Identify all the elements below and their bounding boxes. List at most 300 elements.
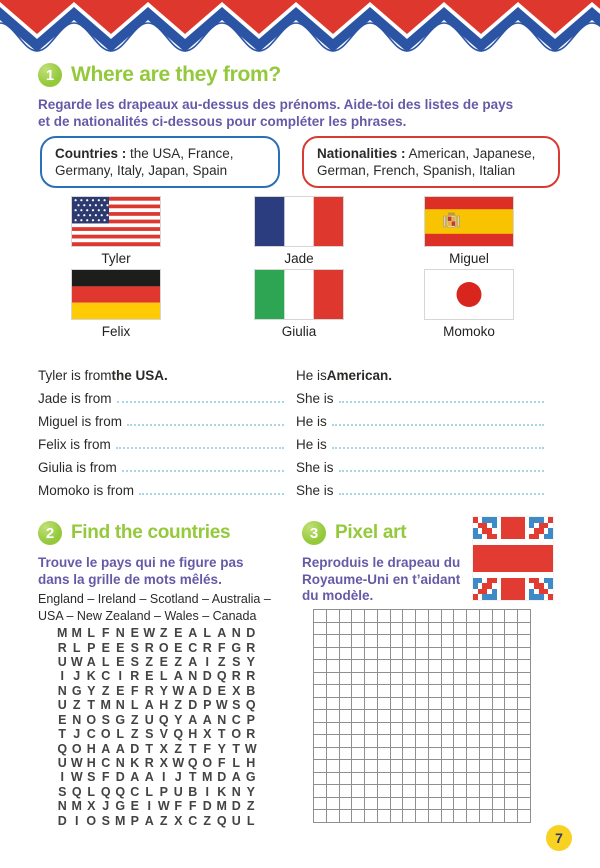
pixel-cell[interactable] bbox=[442, 673, 455, 686]
pixel-cell[interactable] bbox=[340, 710, 353, 723]
pixel-cell[interactable] bbox=[365, 798, 378, 811]
pixel-cell[interactable] bbox=[467, 760, 480, 773]
pixel-cell[interactable] bbox=[454, 660, 467, 673]
pixel-cell[interactable] bbox=[480, 748, 493, 761]
pixel-cell[interactable] bbox=[454, 623, 467, 636]
pixel-cell[interactable] bbox=[340, 660, 353, 673]
pixel-cell[interactable] bbox=[518, 785, 531, 798]
pixel-cell[interactable] bbox=[480, 785, 493, 798]
pixel-cell[interactable] bbox=[403, 660, 416, 673]
pixel-cell[interactable] bbox=[378, 785, 391, 798]
pixel-cell[interactable] bbox=[378, 660, 391, 673]
pixel-cell[interactable] bbox=[340, 610, 353, 623]
pixel-cell[interactable] bbox=[518, 698, 531, 711]
pixel-cell[interactable] bbox=[340, 785, 353, 798]
pixel-cell[interactable] bbox=[505, 735, 518, 748]
pixel-cell[interactable] bbox=[403, 648, 416, 661]
pixel-cell[interactable] bbox=[518, 798, 531, 811]
pixel-cell[interactable] bbox=[391, 660, 404, 673]
answer-blank[interactable] bbox=[117, 401, 284, 403]
pixel-cell[interactable] bbox=[467, 798, 480, 811]
pixel-cell[interactable] bbox=[493, 698, 506, 711]
pixel-cell[interactable] bbox=[365, 610, 378, 623]
pixel-cell[interactable] bbox=[442, 735, 455, 748]
pixel-cell[interactable] bbox=[416, 773, 429, 786]
pixel-cell[interactable] bbox=[314, 798, 327, 811]
pixel-cell[interactable] bbox=[480, 698, 493, 711]
pixel-cell[interactable] bbox=[429, 710, 442, 723]
pixel-cell[interactable] bbox=[442, 723, 455, 736]
pixel-cell[interactable] bbox=[454, 635, 467, 648]
pixel-cell[interactable] bbox=[442, 660, 455, 673]
pixel-cell[interactable] bbox=[314, 810, 327, 823]
pixel-cell[interactable] bbox=[505, 785, 518, 798]
pixel-cell[interactable] bbox=[314, 623, 327, 636]
pixel-cell[interactable] bbox=[365, 735, 378, 748]
pixel-cell[interactable] bbox=[454, 723, 467, 736]
pixel-cell[interactable] bbox=[352, 610, 365, 623]
pixel-cell[interactable] bbox=[340, 698, 353, 711]
pixel-cell[interactable] bbox=[391, 710, 404, 723]
pixel-cell[interactable] bbox=[365, 710, 378, 723]
pixel-cell[interactable] bbox=[480, 760, 493, 773]
pixel-cell[interactable] bbox=[416, 810, 429, 823]
pixel-cell[interactable] bbox=[327, 685, 340, 698]
pixel-cell[interactable] bbox=[378, 648, 391, 661]
pixel-cell[interactable] bbox=[378, 685, 391, 698]
pixel-cell[interactable] bbox=[429, 748, 442, 761]
pixel-cell[interactable] bbox=[454, 735, 467, 748]
pixel-cell[interactable] bbox=[416, 698, 429, 711]
pixel-cell[interactable] bbox=[403, 810, 416, 823]
pixel-cell[interactable] bbox=[391, 635, 404, 648]
pixel-cell[interactable] bbox=[340, 673, 353, 686]
pixel-cell[interactable] bbox=[442, 635, 455, 648]
pixel-cell[interactable] bbox=[518, 610, 531, 623]
pixel-cell[interactable] bbox=[429, 610, 442, 623]
pixel-cell[interactable] bbox=[314, 748, 327, 761]
pixel-cell[interactable] bbox=[403, 785, 416, 798]
pixel-cell[interactable] bbox=[442, 710, 455, 723]
pixel-cell[interactable] bbox=[403, 698, 416, 711]
pixel-cell[interactable] bbox=[480, 798, 493, 811]
pixel-cell[interactable] bbox=[314, 785, 327, 798]
pixel-cell[interactable] bbox=[493, 735, 506, 748]
pixel-cell[interactable] bbox=[378, 748, 391, 761]
pixel-cell[interactable] bbox=[493, 635, 506, 648]
pixel-cell[interactable] bbox=[454, 610, 467, 623]
pixel-cell[interactable] bbox=[480, 635, 493, 648]
pixel-cell[interactable] bbox=[429, 673, 442, 686]
pixel-cell[interactable] bbox=[505, 773, 518, 786]
pixel-cell[interactable] bbox=[480, 610, 493, 623]
pixel-cell[interactable] bbox=[454, 748, 467, 761]
pixel-cell[interactable] bbox=[327, 748, 340, 761]
pixel-cell[interactable] bbox=[505, 660, 518, 673]
pixel-cell[interactable] bbox=[327, 773, 340, 786]
pixel-cell[interactable] bbox=[480, 773, 493, 786]
pixel-cell[interactable] bbox=[403, 673, 416, 686]
pixel-cell[interactable] bbox=[314, 610, 327, 623]
pixel-cell[interactable] bbox=[365, 635, 378, 648]
pixel-cell[interactable] bbox=[327, 623, 340, 636]
pixel-cell[interactable] bbox=[416, 735, 429, 748]
pixel-cell[interactable] bbox=[340, 723, 353, 736]
pixel-cell[interactable] bbox=[429, 810, 442, 823]
pixel-cell[interactable] bbox=[314, 635, 327, 648]
pixel-cell[interactable] bbox=[391, 773, 404, 786]
pixel-cell[interactable] bbox=[352, 810, 365, 823]
pixel-cell[interactable] bbox=[480, 623, 493, 636]
pixel-cell[interactable] bbox=[314, 648, 327, 661]
pixel-cell[interactable] bbox=[454, 785, 467, 798]
pixel-cell[interactable] bbox=[505, 610, 518, 623]
pixel-cell[interactable] bbox=[340, 735, 353, 748]
pixel-cell[interactable] bbox=[518, 773, 531, 786]
pixel-cell[interactable] bbox=[429, 723, 442, 736]
pixel-cell[interactable] bbox=[340, 798, 353, 811]
pixel-cell[interactable] bbox=[518, 748, 531, 761]
pixel-cell[interactable] bbox=[314, 673, 327, 686]
pixel-cell[interactable] bbox=[493, 648, 506, 661]
pixel-cell[interactable] bbox=[480, 710, 493, 723]
pixel-cell[interactable] bbox=[391, 798, 404, 811]
pixel-cell[interactable] bbox=[442, 685, 455, 698]
pixel-cell[interactable] bbox=[518, 673, 531, 686]
pixel-cell[interactable] bbox=[365, 648, 378, 661]
pixel-cell[interactable] bbox=[442, 698, 455, 711]
pixel-cell[interactable] bbox=[403, 685, 416, 698]
pixel-cell[interactable] bbox=[493, 685, 506, 698]
pixel-cell[interactable] bbox=[391, 785, 404, 798]
pixel-cell[interactable] bbox=[391, 648, 404, 661]
pixel-cell[interactable] bbox=[467, 610, 480, 623]
pixel-cell[interactable] bbox=[505, 760, 518, 773]
answer-blank[interactable] bbox=[339, 401, 544, 403]
pixel-cell[interactable] bbox=[416, 710, 429, 723]
answer-blank[interactable] bbox=[339, 470, 544, 472]
pixel-cell[interactable] bbox=[378, 673, 391, 686]
pixel-cell[interactable] bbox=[467, 710, 480, 723]
answer-blank[interactable] bbox=[332, 447, 544, 449]
pixel-cell[interactable] bbox=[352, 635, 365, 648]
pixel-cell[interactable] bbox=[403, 623, 416, 636]
pixel-cell[interactable] bbox=[416, 623, 429, 636]
japan-flag-icon bbox=[425, 270, 513, 319]
pixel-cell[interactable] bbox=[314, 760, 327, 773]
pixel-cell[interactable] bbox=[327, 660, 340, 673]
pixel-cell[interactable] bbox=[467, 810, 480, 823]
pixel-cell[interactable] bbox=[467, 785, 480, 798]
pixel-cell[interactable] bbox=[365, 673, 378, 686]
pixel-cell[interactable] bbox=[327, 798, 340, 811]
answer-blank[interactable] bbox=[339, 493, 544, 495]
answer-blank[interactable] bbox=[122, 470, 284, 472]
pixel-cell[interactable] bbox=[467, 735, 480, 748]
pixel-cell[interactable] bbox=[518, 623, 531, 636]
pixel-cell[interactable] bbox=[327, 635, 340, 648]
pixel-cell[interactable] bbox=[416, 648, 429, 661]
pixel-cell[interactable] bbox=[480, 660, 493, 673]
pixel-cell[interactable] bbox=[429, 735, 442, 748]
pixel-cell[interactable] bbox=[454, 648, 467, 661]
pixel-cell[interactable] bbox=[403, 748, 416, 761]
pixel-cell[interactable] bbox=[378, 810, 391, 823]
pixel-cell[interactable] bbox=[493, 723, 506, 736]
pixel-cell[interactable] bbox=[314, 735, 327, 748]
pixel-cell[interactable] bbox=[391, 748, 404, 761]
pixel-cell[interactable] bbox=[352, 773, 365, 786]
pixel-cell[interactable] bbox=[352, 648, 365, 661]
pixel-cell[interactable] bbox=[403, 773, 416, 786]
pixel-cell[interactable] bbox=[429, 685, 442, 698]
pixel-cell[interactable] bbox=[314, 698, 327, 711]
pixel-cell[interactable] bbox=[314, 723, 327, 736]
pixel-cell[interactable] bbox=[493, 810, 506, 823]
pixel-cell[interactable] bbox=[314, 660, 327, 673]
pixel-cell[interactable] bbox=[467, 685, 480, 698]
pixel-cell[interactable] bbox=[327, 648, 340, 661]
pixel-cell[interactable] bbox=[352, 673, 365, 686]
pixel-cell[interactable] bbox=[416, 760, 429, 773]
pixel-cell[interactable] bbox=[505, 698, 518, 711]
pixel-cell[interactable] bbox=[391, 673, 404, 686]
pixel-cell[interactable] bbox=[467, 623, 480, 636]
pixel-cell[interactable] bbox=[314, 685, 327, 698]
pixel-cell[interactable] bbox=[352, 623, 365, 636]
pixel-cell[interactable] bbox=[467, 698, 480, 711]
pixel-cell[interactable] bbox=[442, 748, 455, 761]
pixel-cell[interactable] bbox=[365, 785, 378, 798]
pixel-cell[interactable] bbox=[480, 648, 493, 661]
pixel-cell[interactable] bbox=[378, 710, 391, 723]
pixel-cell[interactable] bbox=[454, 685, 467, 698]
pixel-cell[interactable] bbox=[480, 810, 493, 823]
pixel-cell[interactable] bbox=[442, 773, 455, 786]
pixel-cell[interactable] bbox=[416, 635, 429, 648]
pixel-cell[interactable] bbox=[416, 798, 429, 811]
pixel-cell[interactable] bbox=[429, 760, 442, 773]
pixel-cell[interactable] bbox=[442, 648, 455, 661]
pixel-cell[interactable] bbox=[429, 623, 442, 636]
pixel-cell[interactable] bbox=[378, 773, 391, 786]
pixel-cell[interactable] bbox=[505, 810, 518, 823]
pixel-cell[interactable] bbox=[429, 785, 442, 798]
pixel-cell[interactable] bbox=[505, 748, 518, 761]
pixel-cell[interactable] bbox=[327, 735, 340, 748]
pixel-cell[interactable] bbox=[493, 748, 506, 761]
pixel-cell[interactable] bbox=[352, 785, 365, 798]
pixel-cell[interactable] bbox=[327, 698, 340, 711]
pixel-cell[interactable] bbox=[493, 710, 506, 723]
pixel-cell[interactable] bbox=[429, 698, 442, 711]
pixel-cell[interactable] bbox=[454, 810, 467, 823]
pixel-cell[interactable] bbox=[505, 635, 518, 648]
pixel-cell[interactable] bbox=[365, 698, 378, 711]
pixel-cell[interactable] bbox=[340, 748, 353, 761]
pixel-cell[interactable] bbox=[403, 760, 416, 773]
pixel-cell[interactable] bbox=[327, 760, 340, 773]
pixel-cell[interactable] bbox=[391, 810, 404, 823]
pixel-cell[interactable] bbox=[467, 648, 480, 661]
pixel-cell[interactable] bbox=[493, 610, 506, 623]
pixel-cell[interactable] bbox=[352, 660, 365, 673]
pixel-cell[interactable] bbox=[352, 698, 365, 711]
pixel-cell[interactable] bbox=[340, 760, 353, 773]
pixel-cell[interactable] bbox=[314, 710, 327, 723]
pixel-cell[interactable] bbox=[403, 798, 416, 811]
pixel-cell[interactable] bbox=[480, 685, 493, 698]
pixel-cell[interactable] bbox=[391, 623, 404, 636]
pixel-cell[interactable] bbox=[505, 685, 518, 698]
pixel-cell[interactable] bbox=[352, 735, 365, 748]
pixel-cell[interactable] bbox=[493, 623, 506, 636]
pixel-cell[interactable] bbox=[314, 773, 327, 786]
pixel-cell[interactable] bbox=[391, 760, 404, 773]
pixel-cell[interactable] bbox=[467, 635, 480, 648]
pixel-cell[interactable] bbox=[378, 635, 391, 648]
pixel-cell[interactable] bbox=[442, 623, 455, 636]
pixel-cell[interactable] bbox=[378, 760, 391, 773]
pixel-cell[interactable] bbox=[480, 723, 493, 736]
pixel-cell[interactable] bbox=[403, 610, 416, 623]
pixel-cell[interactable] bbox=[340, 623, 353, 636]
pixel-cell[interactable] bbox=[416, 660, 429, 673]
pixel-cell[interactable] bbox=[378, 735, 391, 748]
pixel-cell[interactable] bbox=[403, 710, 416, 723]
pixel-cell[interactable] bbox=[493, 785, 506, 798]
pixel-cell[interactable] bbox=[327, 710, 340, 723]
pixel-cell[interactable] bbox=[391, 685, 404, 698]
pixel-cell[interactable] bbox=[378, 723, 391, 736]
pixel-cell[interactable] bbox=[365, 760, 378, 773]
pixel-cell[interactable] bbox=[340, 773, 353, 786]
pixel-cell[interactable] bbox=[467, 773, 480, 786]
pixel-cell[interactable] bbox=[467, 748, 480, 761]
pixel-cell[interactable] bbox=[518, 710, 531, 723]
pixel-cell[interactable] bbox=[454, 773, 467, 786]
pixel-cell[interactable] bbox=[429, 773, 442, 786]
pixel-cell[interactable] bbox=[505, 648, 518, 661]
pixel-cell[interactable] bbox=[518, 685, 531, 698]
pixel-cell[interactable] bbox=[365, 623, 378, 636]
pixel-cell[interactable] bbox=[480, 735, 493, 748]
pixel-cell[interactable] bbox=[391, 610, 404, 623]
pixel-cell[interactable] bbox=[493, 773, 506, 786]
pixel-cell[interactable] bbox=[505, 623, 518, 636]
pixel-cell[interactable] bbox=[352, 748, 365, 761]
answer-blank[interactable] bbox=[127, 424, 284, 426]
pixel-cell[interactable] bbox=[518, 810, 531, 823]
pixel-cell[interactable] bbox=[340, 810, 353, 823]
pixel-cell[interactable] bbox=[391, 698, 404, 711]
pixel-cell[interactable] bbox=[518, 648, 531, 661]
pixel-cell[interactable] bbox=[416, 673, 429, 686]
pixel-cell[interactable] bbox=[340, 635, 353, 648]
pixel-cell[interactable] bbox=[442, 798, 455, 811]
pixel-cell[interactable] bbox=[518, 760, 531, 773]
pixel-cell[interactable] bbox=[391, 723, 404, 736]
pixel-cell[interactable] bbox=[391, 735, 404, 748]
pixel-cell[interactable] bbox=[442, 810, 455, 823]
pixel-cell[interactable] bbox=[327, 810, 340, 823]
pixel-cell[interactable] bbox=[403, 635, 416, 648]
pixel-cell[interactable] bbox=[352, 760, 365, 773]
pixel-cell[interactable] bbox=[416, 785, 429, 798]
pixel-cell[interactable] bbox=[378, 798, 391, 811]
pixel-cell[interactable] bbox=[416, 723, 429, 736]
pixel-cell[interactable] bbox=[340, 648, 353, 661]
answer-blank[interactable] bbox=[139, 493, 284, 495]
pixel-cell[interactable] bbox=[429, 648, 442, 661]
pixel-cell[interactable] bbox=[518, 735, 531, 748]
pixel-cell[interactable] bbox=[340, 685, 353, 698]
pixel-cell[interactable] bbox=[442, 785, 455, 798]
pixel-cell[interactable] bbox=[442, 760, 455, 773]
pixel-cell[interactable] bbox=[480, 673, 493, 686]
pixel-cell[interactable] bbox=[352, 723, 365, 736]
pixel-cell[interactable] bbox=[327, 785, 340, 798]
pixel-cell[interactable] bbox=[505, 798, 518, 811]
pixel-cell[interactable] bbox=[378, 610, 391, 623]
pixel-cell[interactable] bbox=[505, 710, 518, 723]
pixel-cell[interactable] bbox=[493, 760, 506, 773]
pixel-cell[interactable] bbox=[416, 748, 429, 761]
pixel-cell[interactable] bbox=[493, 798, 506, 811]
pixel-cell[interactable] bbox=[403, 735, 416, 748]
pixel-cell[interactable] bbox=[327, 610, 340, 623]
pixel-cell[interactable] bbox=[365, 748, 378, 761]
pixel-cell[interactable] bbox=[352, 685, 365, 698]
pixel-cell[interactable] bbox=[505, 673, 518, 686]
pixel-cell[interactable] bbox=[493, 660, 506, 673]
pixel-cell[interactable] bbox=[454, 760, 467, 773]
pixel-cell[interactable] bbox=[365, 810, 378, 823]
pixel-cell[interactable] bbox=[429, 798, 442, 811]
answer-blank[interactable] bbox=[332, 424, 544, 426]
pixel-cell[interactable] bbox=[467, 660, 480, 673]
pixel-cell[interactable] bbox=[429, 635, 442, 648]
pixel-cell[interactable] bbox=[327, 673, 340, 686]
pixel-cell[interactable] bbox=[454, 698, 467, 711]
pixel-cell[interactable] bbox=[327, 723, 340, 736]
pixel-cell[interactable] bbox=[378, 698, 391, 711]
pixel-cell[interactable] bbox=[403, 723, 416, 736]
pixel-cell[interactable] bbox=[365, 685, 378, 698]
pixel-cell[interactable] bbox=[352, 798, 365, 811]
pixel-cell[interactable] bbox=[378, 623, 391, 636]
pixel-cell[interactable] bbox=[429, 660, 442, 673]
pixel-cell[interactable] bbox=[416, 610, 429, 623]
pixel-cell[interactable] bbox=[518, 635, 531, 648]
answer-blank[interactable] bbox=[116, 447, 284, 449]
pixel-cell[interactable] bbox=[365, 723, 378, 736]
pixel-cell[interactable] bbox=[505, 723, 518, 736]
pixel-cell[interactable] bbox=[493, 673, 506, 686]
pixel-cell[interactable] bbox=[518, 660, 531, 673]
pixel-cell[interactable] bbox=[454, 798, 467, 811]
pixel-cell[interactable] bbox=[416, 685, 429, 698]
pixel-cell[interactable] bbox=[454, 673, 467, 686]
pixel-cell[interactable] bbox=[365, 773, 378, 786]
pixel-cell[interactable] bbox=[518, 723, 531, 736]
pixel-cell[interactable] bbox=[454, 710, 467, 723]
pixel-cell[interactable] bbox=[365, 660, 378, 673]
pixel-cell[interactable] bbox=[467, 723, 480, 736]
pixel-cell[interactable] bbox=[442, 610, 455, 623]
pixel-cell[interactable] bbox=[352, 710, 365, 723]
pixel-cell[interactable] bbox=[467, 673, 480, 686]
